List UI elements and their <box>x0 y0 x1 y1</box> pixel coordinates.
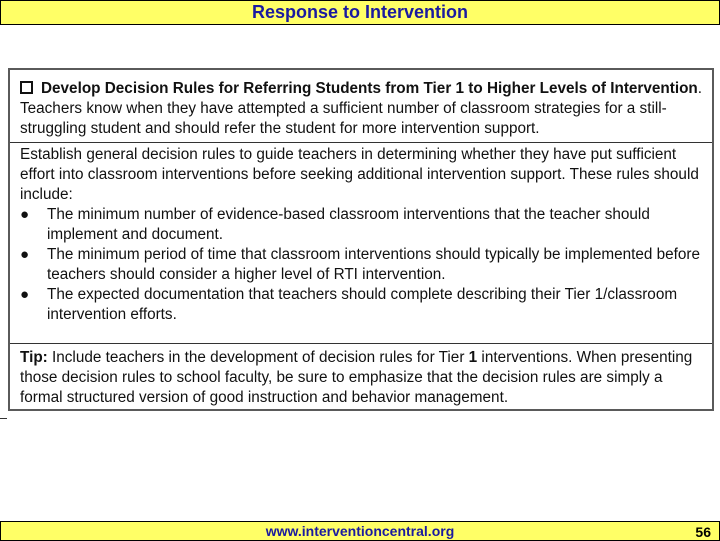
list-item: ● The expected documentation that teachers should complete describing their Tier 1/classroom intervention efforts. <box>20 286 678 323</box>
guidelines-intro: Establish general decision rules to guide teachers in determining whether they have put sufficient effort into classroom interventions before seeking additional intervention support. These rules should include: <box>20 146 699 203</box>
header-bar <box>0 0 720 25</box>
tip-label: Tip: <box>20 349 48 366</box>
tip-tier-number: 1 <box>468 349 478 366</box>
guidelines-section <box>10 143 712 344</box>
checkbox-icon <box>20 81 33 94</box>
tip-text-before: Include teachers in the development of decision rules for Tier <box>47 349 469 366</box>
section-heading: Develop Decision Rules for Referring Students from Tier 1 to Higher Levels of Intervention <box>41 80 698 97</box>
tip-section <box>10 344 712 408</box>
bullet-icon: ● <box>20 286 30 303</box>
bullet-icon: ● <box>20 206 30 223</box>
bullet-icon: ● <box>20 246 30 263</box>
footer-url: www.interventioncentral.org <box>265 523 455 539</box>
decision-rules-section <box>10 70 712 143</box>
footer-bar <box>0 521 720 541</box>
list-item: ● The minimum period of time that classroom interventions should typically be implemented before teachers should consider a higher level of RTI intervention. <box>20 246 700 283</box>
list-item: ● The minimum number of evidence-based classroom interventions that the teacher should implement and document. <box>20 206 650 243</box>
page-title: Response to Intervention <box>251 2 469 22</box>
page-number: 56 <box>695 524 711 540</box>
section-description: . Teachers know when they have attempted a sufficient number of classroom strategies for a still-struggling student and should refer the student for more intervention support. <box>20 80 703 137</box>
document-box <box>8 68 714 411</box>
side-tick-mark <box>0 418 7 419</box>
guidelines-list <box>20 205 706 325</box>
tip-text-after: interventions. When presenting those decision rules to school faculty, be sure to emphasize that the decision rules are simply a formal structured version of good instruction and behavior management. <box>20 349 693 406</box>
